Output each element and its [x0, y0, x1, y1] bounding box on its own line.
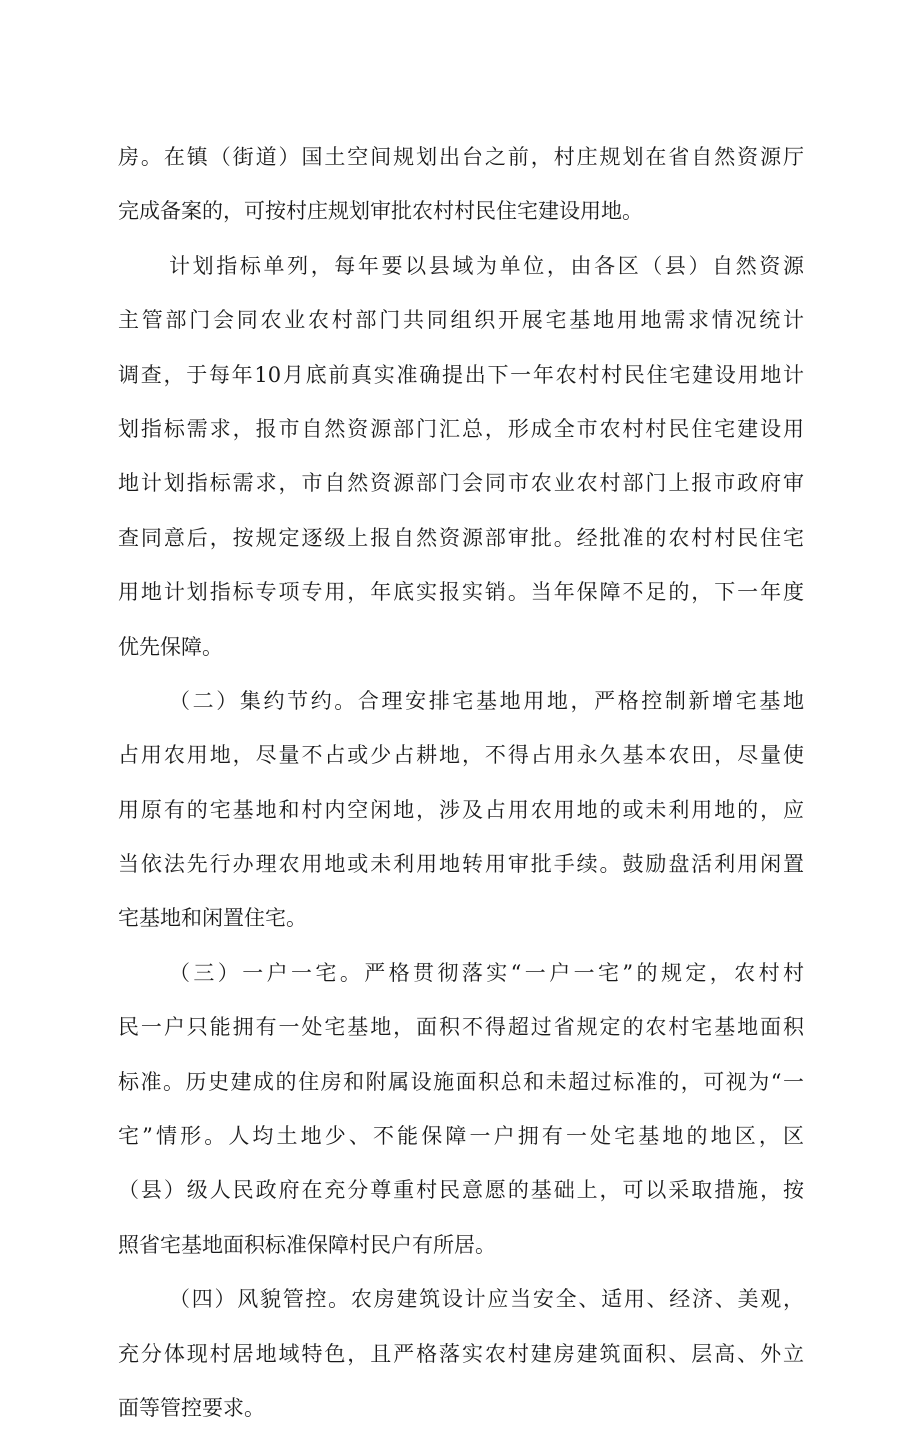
text-line: 计划指标单列，每年要以县域为单位，由各区（县）自然资源 — [169, 253, 804, 278]
document-body — [118, 130, 804, 1435]
text-line: 查同意后，按规定逐级上报自然资源部审批。经批准的农村村民住宅 — [118, 525, 804, 550]
text-line: 用地计划指标专项专用，年底实报实销。当年保障不足的，下一年度 — [118, 580, 804, 605]
text-line: 宅基地和闲置住宅。 — [118, 906, 307, 931]
text-line: 标准。历史建成的住房和附属设施面积总和未超过标准的，可视为“一 — [118, 1069, 804, 1094]
text-line: 宅”情形。人均土地少、不能保障一户拥有一处宅基地的地区，区 — [118, 1124, 804, 1149]
paragraph — [118, 239, 804, 674]
text-line: 调查，于每年10月底前真实准确提出下一年农村村民住宅建设用地计 — [118, 362, 804, 387]
text-line: 优先保障。 — [118, 634, 223, 659]
paragraph — [118, 946, 804, 1272]
text-line: 完成备案的，可按村庄规划审批农村村民住宅建设用地。 — [118, 199, 643, 224]
text-line: 照省宅基地面积标准保障村民户有所居。 — [118, 1232, 496, 1257]
text-line: 占用农用地，尽量不占或少占耕地，不得占用永久基本农田，尽量使 — [118, 743, 804, 768]
text-line: 划指标需求，报市自然资源部门汇总，形成全市农村村民住宅建设用 — [118, 416, 804, 441]
paragraph — [118, 674, 804, 946]
paragraph — [118, 1272, 804, 1435]
text-line: 用原有的宅基地和村内空闲地，涉及占用农用地的或未利用地的，应 — [118, 797, 804, 822]
text-line: （县）级人民政府在充分尊重村民意愿的基础上，可以采取措施，按 — [118, 1178, 804, 1203]
text-line: 民一户只能拥有一处宅基地，面积不得超过省规定的农村宅基地面积 — [118, 1015, 804, 1040]
text-line: 充分体现村居地域特色，且严格落实农村建房建筑面积、层高、外立 — [118, 1341, 804, 1366]
text-line: （三）一户一宅。严格贯彻落实“一户一宅”的规定，农村村 — [169, 960, 804, 985]
text-line: （四）风貌管控。农房建筑设计应当安全、适用、经济、美观， — [169, 1287, 804, 1312]
text-line: 房。在镇（街道）国土空间规划出台之前，村庄规划在省自然资源厅 — [118, 145, 804, 169]
text-line: 主管部门会同农业农村部门共同组织开展宅基地用地需求情况统计 — [118, 308, 804, 333]
text-line: 地计划指标需求，市自然资源部门会同市农业农村部门上报市政府审 — [118, 471, 804, 496]
text-line: （二）集约节约。合理安排宅基地用地，严格控制新增宅基地 — [169, 688, 804, 713]
paragraph — [118, 130, 804, 239]
text-line: 当依法先行办理农用地或未利用地转用审批手续。鼓励盘活利用闲置 — [118, 852, 804, 877]
text-line: 面等管控要求。 — [118, 1395, 265, 1420]
